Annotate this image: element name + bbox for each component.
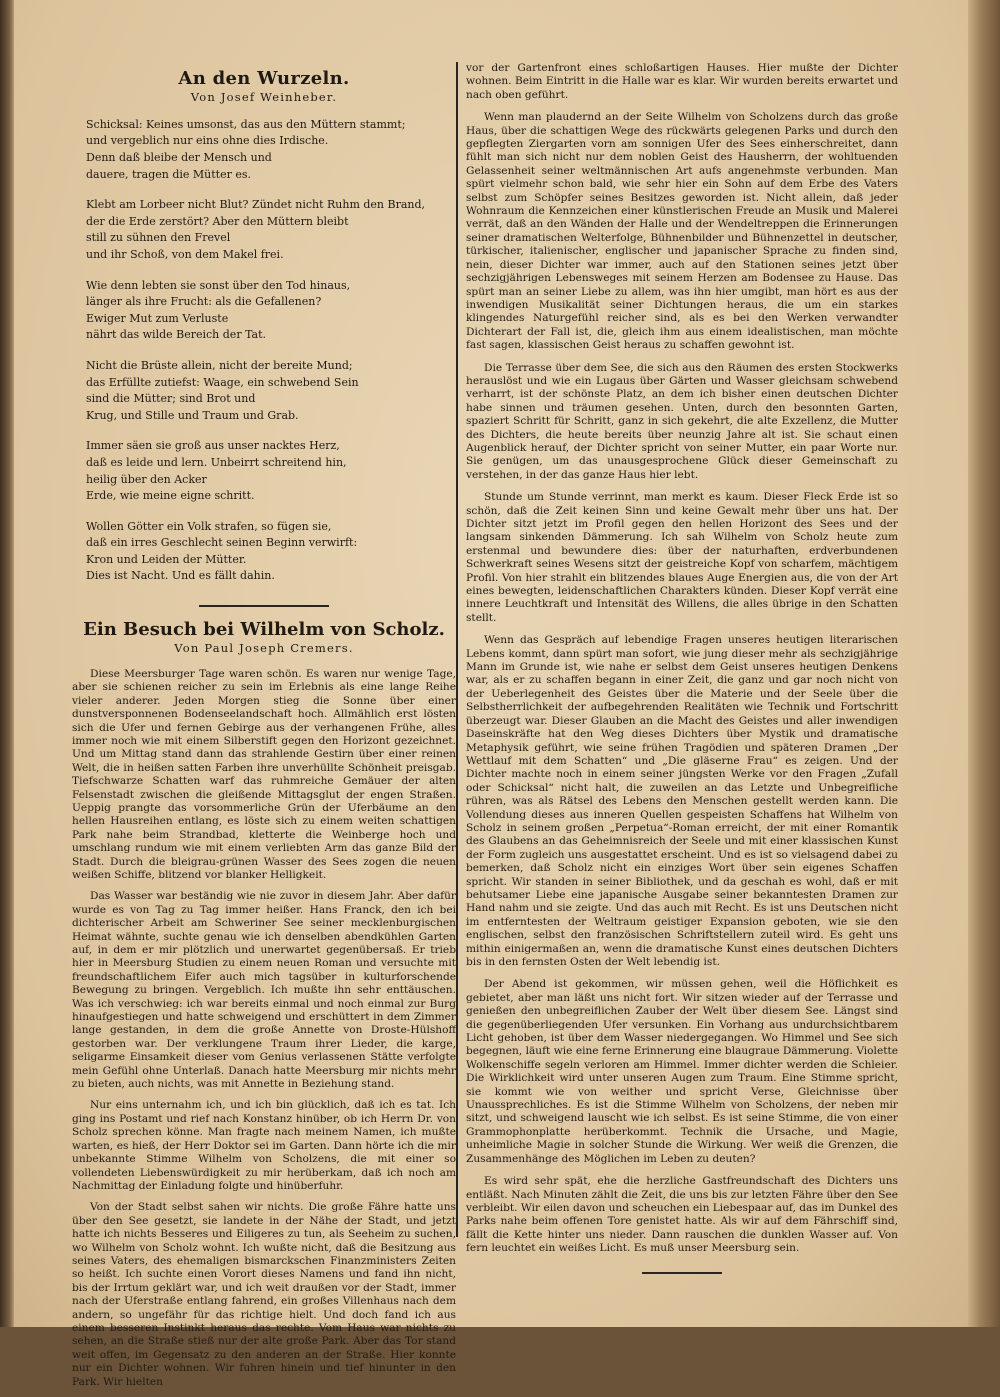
poem-line: Nicht die Brüste allein, nicht der bereite Mund; — [86, 358, 353, 372]
article-end-rule — [642, 1272, 722, 1274]
poem-line: daß es leide und lern. Unbeirrt schreitend hin, — [86, 455, 347, 469]
poem-title: An den Wurzeln. — [178, 68, 350, 89]
poem-line: Denn daß bleibe der Mensch und — [86, 151, 272, 164]
poem-line: und ihr Schoß, von dem Makel frei. — [86, 247, 284, 261]
article-author: Von Paul Joseph Cremers. — [174, 641, 354, 656]
book-binding-left — [0, 0, 14, 1327]
poem-line: Dies ist Nacht. Und es fällt dahin. — [86, 569, 275, 583]
poem-line: heilig über den Acker — [86, 472, 207, 486]
column-divider — [456, 62, 458, 1237]
poem-stanza — [86, 438, 456, 504]
poem-line: nährt das wilde Bereich der Tat. — [86, 328, 267, 342]
poem-line: Wie denn lebten sie sonst über den Tod hinaus, — [86, 278, 351, 292]
poem-stanza — [86, 117, 456, 183]
poem-line: still zu sühnen den Frevel — [86, 231, 231, 245]
article-paragraph: Der Abend ist gekommen, wir müssen gehen, weil die Höflichkeit es gebietet, aber man läßt uns nicht fort. Wir sitzen wieder auf der Terrasse und genießen den unbegreiflichen Zauber der Welt über diesem See. Längst sind die gegenüberliegenden Ufer versunken. Ein Vorhang aus undurchsichtbarem Licht gehoben, ist über dem Wasser niedergegangen. Wo Himmel und See sich begegnen, läuft wie eine ferne Erinnerung eine blaugraue Dämmerung. Violette Wolkenschiffe segeln verloren am Himmel. Immer dichter werden die Schleier. Die Wirklichkeit wird unter unseren Augen zum Traum. Eine Stimme spricht, sie kommt wie von weither und spricht Verse, Gleichnisse über Unaussprechliches. Es ist die Stimme Wilhelm von Scholzens, der neben mir sitzt, und schweigend lauscht wie ich selbst. Es ist seine Stimme, die von einer Grammophonplatte herüberkommt. Technik die Ursache, und Magie, unheimliche Magie in solcher Stunde die Wirkung. Wer weiß die Grenzen, die Zusammenhänge des Möglichen im Leben zu deuten? — [466, 978, 898, 1165]
poem-line: das Erfüllte zutiefst: Waage, ein schwebend Sein — [86, 375, 359, 389]
article-paragraph: Von der Stadt selbst sahen wir nichts. Die große Fähre hatte uns über den See gesetzt, sie landete in der Nähe der Stadt, und jetzt hatte ich nichts Besseres und Eiligeres zu tun, als Seeheim zu suchen, wo Wilhelm von Scholz wohnt. Ich wußte nicht, daß die Besitzung aus seines Vaters, des ehemaligen bismarckschen Finanzministers Zeiten so heißt. Ich suchte einen Vorort dieses Namens und fand ihn nicht, bis der Irrtum geklärt war, und ich weit draußen vor der Stadt, immer nach der Uferstraße entlang fahrend, ein großes Villenhaus nach dem andern, so ungefähr für das richtige hielt. Und doch fand ich aus einem besseren Instinkt heraus das rechte. Vom Haus war nichts zu sehen, an die Straße stieß nur der alte große Park. Aber das Tor stand weit offen, im Gegensatz zu den anderen an der Straße. Hier konnte nur ein Dichter wohnen. Wir fuhren hinein und tief hinunter in den Park. Wir hielten — [72, 1201, 456, 1388]
article-paragraph: Nur eins unternahm ich, und ich bin glücklich, daß ich es tat. Ich ging ins Postamt und rief nach Konstanz hinüber, ob ich Herrn Dr. von Scholz sprechen könne. Man fragte nach meinem Namen, ich mußte warten, es hieß, der Herr Doktor sei im Garten. Dann hörte ich die mir unbekannte Stimme Wilhelm von Scholzens, die mit einer so vollendeten Liebenswürdigkeit zu mir herüberkam, daß ich noch am Nachmittag der Einladung folgte und hinüberfuhr. — [72, 1099, 456, 1192]
article-paragraph: Stunde um Stunde verrinnt, man merkt es kaum. Dieser Fleck Erde ist so schön, daß die Zeit keinen Sinn und keine Gewalt mehr über uns hat. Der Dichter sitzt jetzt im Profil gegen den hellen Horizont des Sees und der langsam sinkenden Dämmerung. Ich sah Wilhelm von Scholz heute zum erstenmal und bewundere dies: über der naturhaften, erdverbundenen Schwerkraft seines Wesens sitzt der geistreiche Kopf von scharfem, mächtigem Profil. Von hier strahlt ein blitzendes blaues Auge Energien aus, die von der Art eines bewegten, leidenschaftlichen Charakters künden. Dieser Kopf verrät eine innere Leuchtkraft und Intensität des Willens, die alles übrige in den Schatten stellt. — [466, 491, 898, 624]
poem-line: sind die Mütter; sind Brot und — [86, 392, 256, 406]
poem-body — [86, 117, 456, 585]
poem-line: Wollen Götter ein Volk strafen, so fügen sie, — [86, 519, 332, 533]
article-title: Ein Besuch bei Wilhelm von Scholz. — [83, 619, 445, 641]
poem-line: Immer säen sie groß aus unser nacktes Herz, — [86, 439, 340, 453]
poem-stanza — [86, 278, 456, 344]
poem-line: Erde, wie meine eigne schritt. — [86, 489, 255, 503]
book-page-edges-right — [968, 0, 1000, 1327]
article-paragraph: Diese Meersburger Tage waren schön. Es waren nur wenige Tage, aber sie schienen reicher zu sein im Erlebnis als eine lange Reihe vieler anderer. Jeden Morgen stieg die Sonne über einer dunstversponnenen Bodenseelandschaft hoch. Allmählich erst lösten sich die Ufer und fernen Gebirge aus der verhangenen Frühe, alles immer noch wie mit einem Silberstift gegen den Horizont gezeichnet. Und um Mittag stand dann das strahlende Gestirn über einer reinen Welt, die in heißen satten Farben ihre unverhüllte Schönheit preisgab. Tiefschwarze Schatten warf das ruhmreiche Gemäuer der alten Felsenstadt zwischen die gleißende Mittagsglut der engen Straßen. Ueppig prangte das vorsommerliche Grün der Uferbäume an den hellen Hausreihen entlang, es löste sich zu einem weiten schattigen Park nahe beim Strandbad, kletterte die Weinberge hoch und umschlang rundum wie mit einem verliebten Arm das ganze Bild der Stadt. Durch die bleigrau-grünen Wasser des Sees zogen die neuen weißen Schiffe, blitzend vor blanker Helligkeit. — [72, 667, 456, 881]
poem-stanza — [86, 358, 456, 424]
poem-stanza — [86, 519, 456, 585]
poem-line: länger als ihre Frucht: als die Gefallenen? — [86, 295, 322, 309]
article-paragraph: Die Terrasse über dem See, die sich aus den Räumen des ersten Stockwerks herauslöst und wie ein Lugaus über Gärten und Wasser gleichsam schwebend verharrt, ist der schönste Platz, an dem ich bisher einen deutschen Dichter habe sinnen und träumen gesehen. Unten, durch den besonnten Garten, spaziert Schritt für Schritt, ganz in sich gekehrt, die alte Exzellenz, die Mutter des Dichters, die heute bereits über neunzig Jahre alt ist. Sie schaut einen Augenblick herauf, der Dichter spricht von seiner Mutter, ein paar Worte nur. Sie genügen, um das unausgesprochene Glück dieser Gemeinschaft zu verstehen, in der das ganze Haus hier lebt. — [466, 361, 898, 481]
poem-stanza — [86, 197, 456, 263]
poem-line: und vergeblich nur eins ohne dies Irdische. — [86, 134, 329, 148]
poem-line: Kron und Leiden der Mütter. — [86, 552, 247, 566]
poem-line: dauere, tragen die Mütter es. — [86, 167, 251, 181]
poem-line: daß ein irres Geschlecht seinen Beginn verwirft: — [86, 536, 358, 550]
article-paragraph: Wenn man plaudernd an der Seite Wilhelm von Scholzens durch das große Haus, über die schattigen Wege des rückwärts gelegenen Parks und durch den gepflegten Ziergarten vorn am sonnigen Ufer des Sees einherschreitet, dann fühlt man sich nicht nur dem noblen Geist des Hausherrn, der wohltuenden Gelassenheit seiner weltmännischen Art aufs angenehmste verbunden. Man spürt vielmehr schon bald, wie sehr hier ein Sohn auf dem Erbe des Vaters selbst zum Schöpfer seines Besitzes geworden ist. Nicht allein, daß jeder Wohnraum die Kennzeichen einer künstlerischen Freude an Musik und Malerei verrät, daß an den Wänden der Halle und der Wendeltreppen die Erinnerungen seiner dramatischen Welterfolge, Bühnenbilder und Bühnenzettel in deutscher, türkischer, italienischer, englischer und japanischer Sprache zu finden sind, nein, dieser Dichter war immer, auch auf den Stationen seines jetzt über sechzigjährigen Lebensweges mit seinem Herzen am Bodensee zu Hause. Das spürt man an seiner Liebe zu allem, was ihn hier umgibt, man hört es aus der inwendigen Musikalität seiner Dichtungen heraus, die um ein starkes klingendes Naturgefühl reicher sind, als es bei den Werken verwandter Dichterart der Fall ist, die, gleich ihm aus einem idealistischen, man möchte fast sagen, klassischen Geist heraus zu schaffen gewohnt ist. — [466, 111, 898, 352]
left-column — [72, 62, 456, 1397]
poem-line: Schicksal: Keines umsonst, das aus den Müttern stammt; — [86, 117, 406, 131]
article-paragraph: Es wird sehr spät, ehe die herzliche Gastfreundschaft des Dichters uns entläßt. Nach Minuten zählt die Zeit, die uns bis zur letzten Fähre über den See verbleibt. Wir eilen davon und scheuchen ein Liebespaar auf, das im Dunkel des Parks nahe beim offenen Tore genistet hatte. Als wir auf dem Fährschiff sind, fällt die Kette hinter uns nieder. Dann rauschen die dunklen Wasser auf. Von fern leuchtet ein weißes Licht. Es muß unser Meersburg sein. — [466, 1175, 898, 1255]
section-divider — [199, 605, 329, 607]
poem-line: der die Erde zerstört? Aber den Müttern bleibt — [86, 214, 349, 228]
poem-line: Klebt am Lorbeer nicht Blut? Zündet nicht Ruhm den Brand, — [86, 198, 426, 212]
poem-line: Ewiger Mut zum Verluste — [86, 311, 229, 325]
poem-line: Krug, und Stille und Traum und Grab. — [86, 408, 299, 422]
article-paragraph: Wenn das Gespräch auf lebendige Fragen unseres heutigen literarischen Lebens kommt, dann spürt man sofort, wie jung dieser mehr als sechzigjährige Mann im Grunde ist, wie nahe er selbst dem Geist unseres heutigen Denkens war, als er zu schaffen begann in einer Zeit, die ganz und gar noch nicht von der Ueberlegenheit des Geistes über die Materie und der Seele über die Selbstherrlichkeit der aufbegehrenden Realitäten wie Technik und Fortschritt überzeugt war. Dieser Glauben an die Macht des Geistes und aller inwendigen Daseinskräfte hat den Weg dieses Dichters über Mystik und dramatische Metaphysik geführt, wie seine frühen Tragödien und späteren Dramen „Der Wettlauf mit dem Schatten“ und „Die gläserne Frau“ es zeigen. Und der Dichter machte noch in einem seiner jüngsten Werke vor den Fragen „Zufall oder Schicksal“ nicht halt, die zuweilen an das Letzte und Unbegreifliche rühren, was als Rätsel des Lebens den Menschen gestellt werden kann. Die Vollendung dieses aus inneren Quellen gespeisten Schaffens hat Wilhelm von Scholz in seinem großen „Perpetua“-Roman erreicht, der mit einer Romantik des Glaubens an das Geheimnisreich der Seele und mit einer klassischen Kunst der Form zugleich uns ausgestattet erscheint. Und es ist so vielsagend dabei zu bemerken, daß Scholz nicht ein einziges Wort über sein eigenes Schaffen spricht. Wir standen in seiner Bibliothek, und da geschah es wohl, daß er mit behutsamer Liebe eine japanische Ausgabe seiner bekanntesten Dramen zur Hand nahm und sie zeigte. Und das auch mit Recht. Es ist uns Deutschen nicht im entferntesten der Weltraum geistiger Expansion geboten, wie sie den englischen, selbst den französischen Schriftstellern zuteil wird. Es geht uns mithin einigermaßen an, wenn die dramatische Kunst eines deutschen Dichters bis in den fernsten Osten der Welt lebendig ist. — [466, 634, 898, 968]
article-paragraph: vor der Gartenfront eines schloßartigen Hauses. Hier mußte der Dichter wohnen. Beim Eintritt in die Halle war es klar. Wir wurden bereits erwartet und nach oben geführt. — [466, 62, 898, 101]
article-paragraph: Das Wasser war beständig wie nie zuvor in diesem Jahr. Aber dafür wurde es von Tag zu Tag immer heißer. Hans Franck, den ich bei dichterischer Arbeit am Schweriner See seiner mecklenburgischen Heimat wähnte, suchte genau wie ich denselben abendkühlen Garten auf, in dem er mir plötzlich und unerwartet gegenübersaß. Er trieb hier in Meersburg Studien zu einem neuen Roman und versuchte mit freundschaftlichem Eifer auch mich tagsüber in kulturforschende Bewegung zu bringen. Vergeblich. Ich mußte ihn sehr enttäuschen. Was ich verschwieg: ich war bereits einmal und noch einmal zur Burg hinaufgestiegen und hatte schweigend und erschüttert in dem Zimmer lange gestanden, in dem die große Annette von Droste-Hülshoff gestorben war. Der verklungene Traum ihrer Lieder, die karge, seligarme Einsamkeit dieser vom Genius verlassenen Stätte verfolgte mein Gefühl ohne Unterlaß. Danach hatte Meersburg mir nichts mehr zu bieten, auch nichts, was mit Annette in Beziehung stand. — [72, 890, 456, 1091]
poem-author: Von Josef Weinheber. — [190, 90, 338, 105]
right-column — [466, 62, 898, 1274]
